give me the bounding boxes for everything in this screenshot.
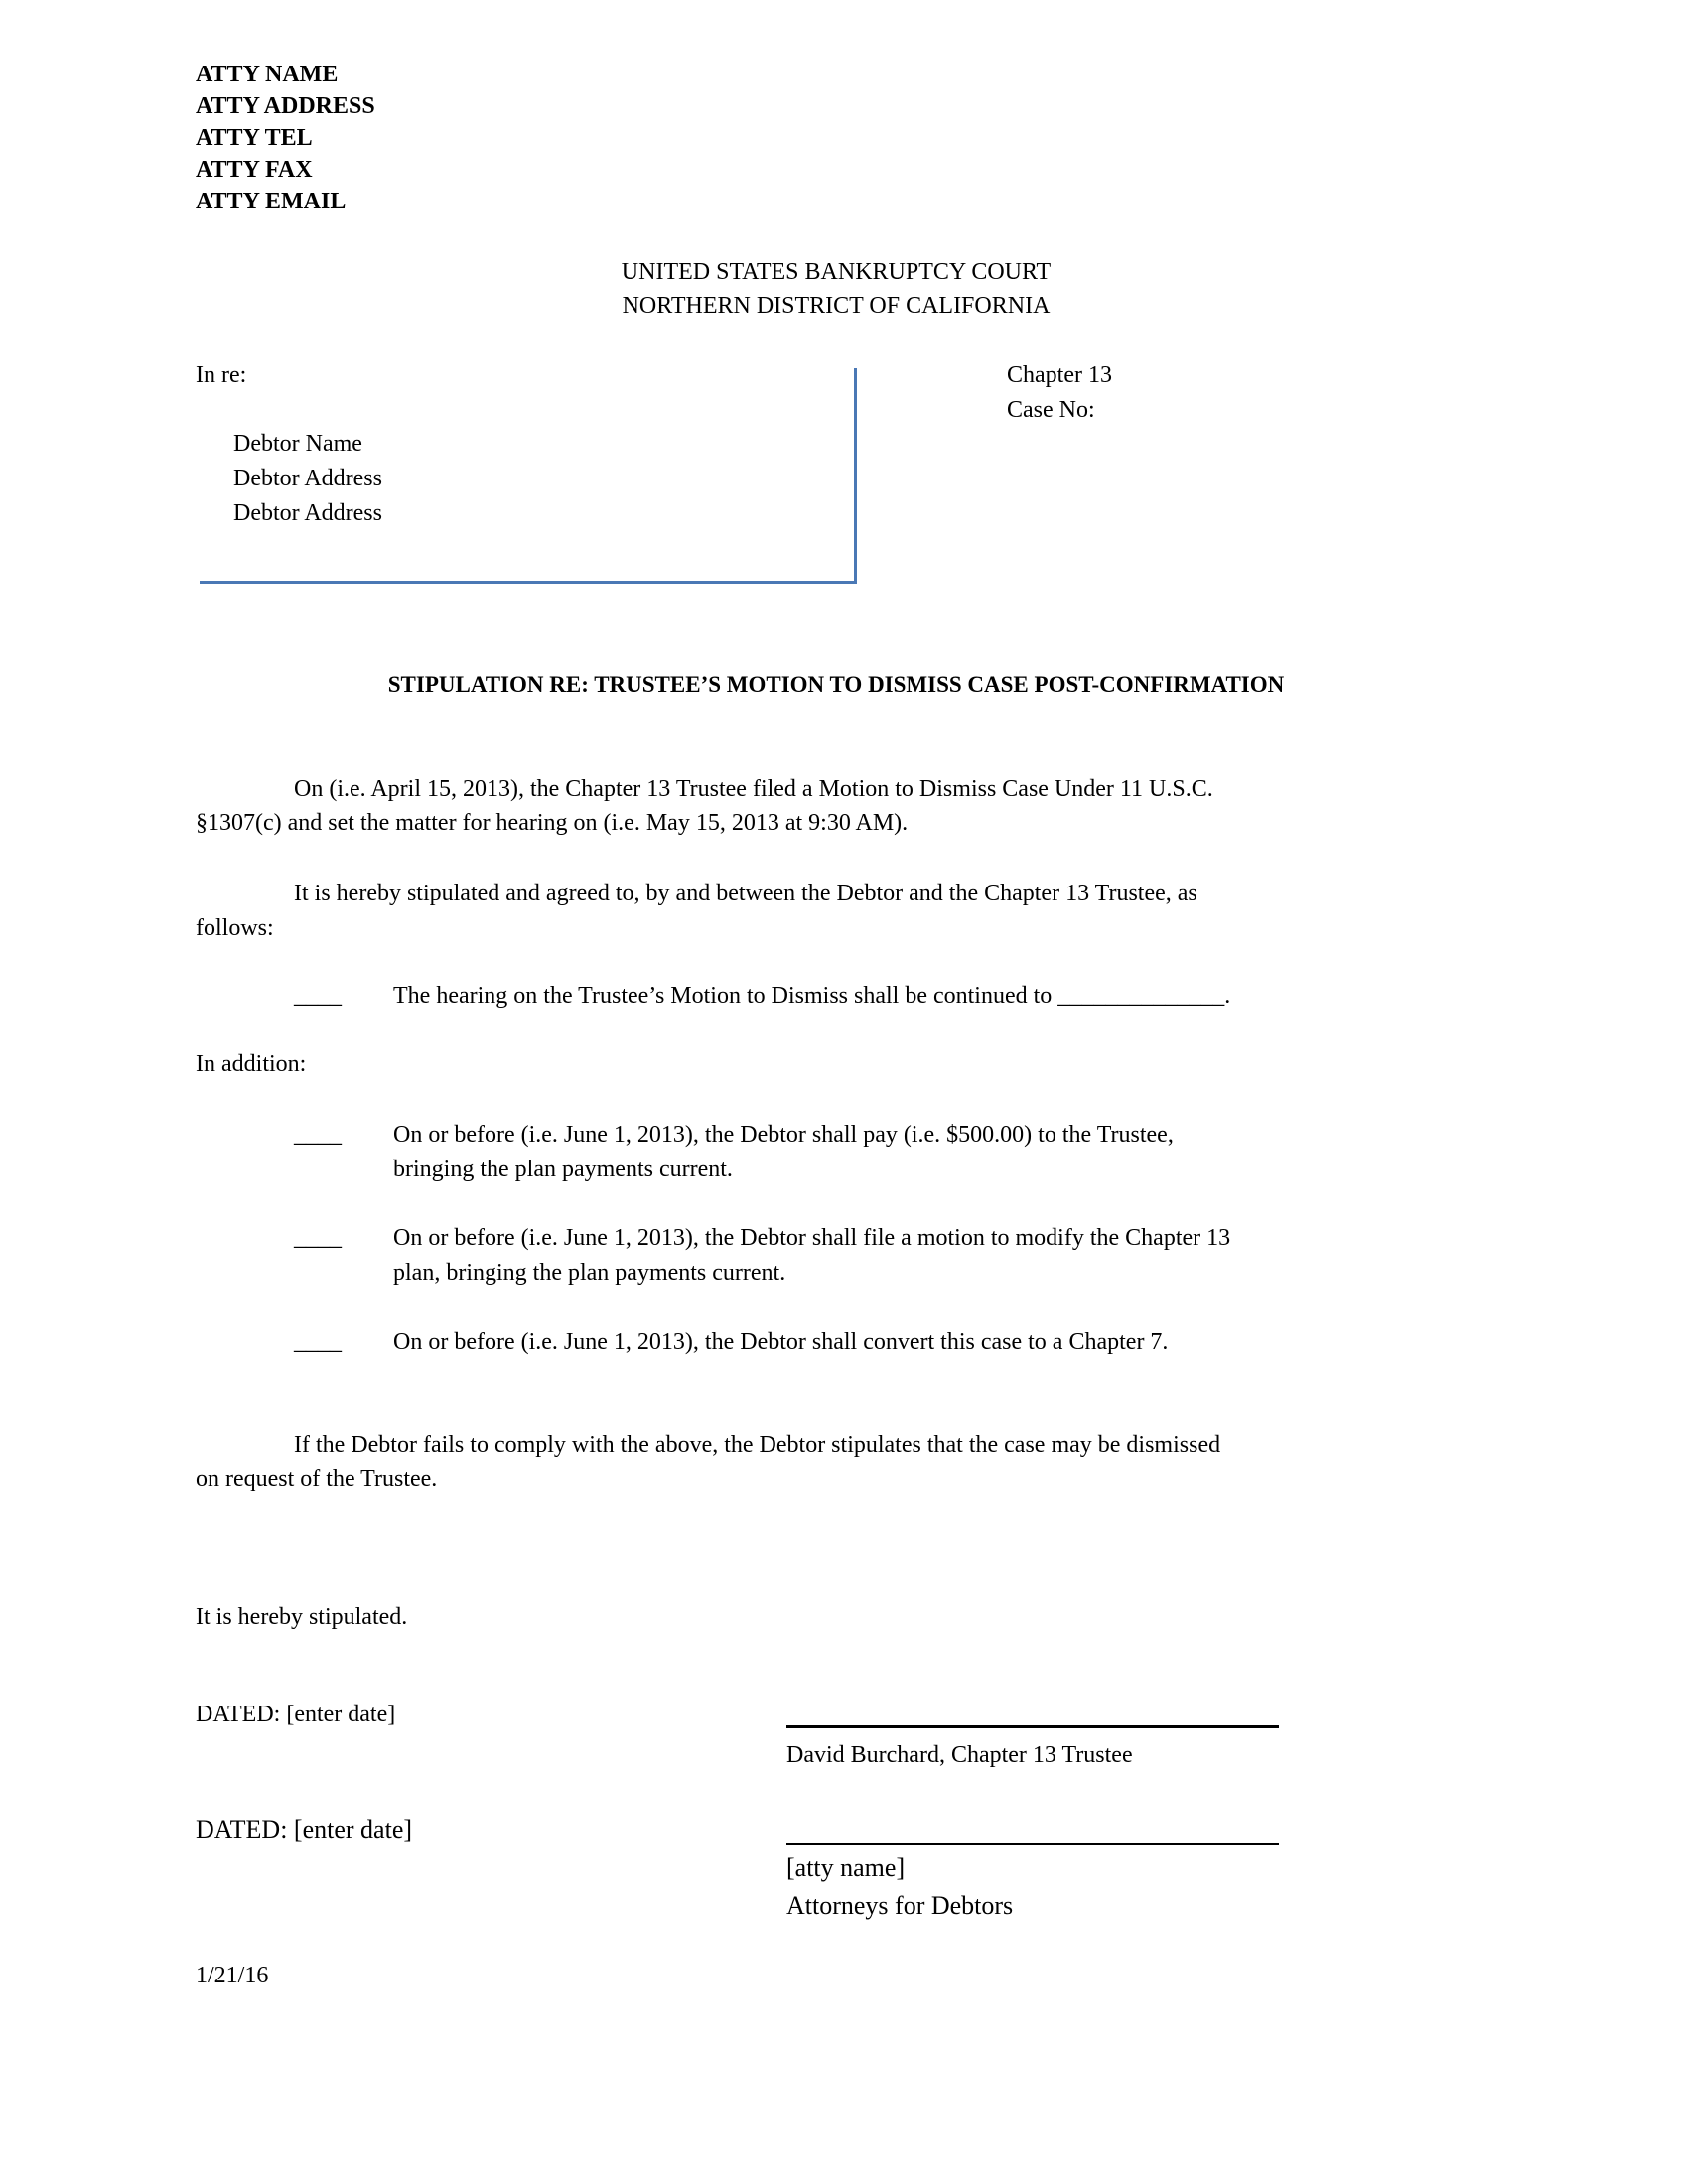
chapter-label: Chapter 13 xyxy=(1007,362,1112,388)
case-no-label: Case No: xyxy=(1007,397,1095,423)
atty-email: ATTY EMAIL xyxy=(196,189,347,214)
atty-address: ATTY ADDRESS xyxy=(196,93,375,119)
checkbox-blank[interactable]: ____ xyxy=(294,1225,342,1251)
footer-date: 1/21/16 xyxy=(196,1963,269,1988)
atty-fax: ATTY FAX xyxy=(196,157,313,183)
in-re-label: In re: xyxy=(196,362,247,388)
attorney-role: Attorneys for Debtors xyxy=(786,1891,1014,1920)
court-name: UNITED STATES BANKRUPTCY COURT xyxy=(621,259,1052,285)
paragraph-line: follows: xyxy=(196,915,274,941)
paragraph-line: §1307(c) and set the matter for hearing on (i.e. May 15, 2013 at 9:30 AM). xyxy=(196,810,909,836)
option-item: On or before (i.e. June 1, 2013), the Debtor shall pay (i.e. $500.00) to the Trustee, xyxy=(393,1122,1174,1148)
debtor-address: Debtor Address xyxy=(233,466,382,491)
signature-line[interactable] xyxy=(786,1843,1279,1845)
paragraph-line: On (i.e. April 15, 2013), the Chapter 13 Trustee filed a Motion to Dismiss Case Under 11 U.S.C. xyxy=(294,776,1213,802)
debtor-address: Debtor Address xyxy=(233,500,382,526)
paragraph-line: It is hereby stipulated and agreed to, by and between the Debtor and the Chapter 13 Trustee, as xyxy=(294,881,1197,906)
atty-name: ATTY NAME xyxy=(196,62,339,87)
caption-divider xyxy=(200,581,857,584)
signature-line[interactable] xyxy=(786,1725,1279,1728)
caption-divider xyxy=(854,368,857,584)
option-item: On or before (i.e. June 1, 2013), the Debtor shall file a motion to modify the Chapter 13 xyxy=(393,1225,1231,1251)
option-item: plan, bringing the plan payments current. xyxy=(393,1260,786,1286)
stipulated-text: It is hereby stipulated. xyxy=(196,1604,408,1630)
attorney-signatory: [atty name] xyxy=(786,1853,906,1882)
debtor-name: Debtor Name xyxy=(233,431,362,457)
paragraph-line: on request of the Trustee. xyxy=(196,1466,438,1492)
checkbox-blank[interactable]: ____ xyxy=(294,1329,342,1355)
trustee-signatory: David Burchard, Chapter 13 Trustee xyxy=(786,1742,1133,1768)
dated-field[interactable]: DATED: [enter date] xyxy=(196,1815,413,1843)
paragraph-line: If the Debtor fails to comply with the above, the Debtor stipulates that the case may be dismissed xyxy=(294,1433,1221,1458)
continue-item: The hearing on the Trustee’s Motion to Dismiss shall be continued to ______________. xyxy=(393,983,1231,1009)
checkbox-blank[interactable]: ____ xyxy=(294,1122,342,1148)
checkbox-blank[interactable]: ____ xyxy=(294,983,342,1009)
atty-tel: ATTY TEL xyxy=(196,125,313,151)
option-item: bringing the plan payments current. xyxy=(393,1157,733,1182)
dated-field[interactable]: DATED: [enter date] xyxy=(196,1702,396,1727)
document-title: STIPULATION RE: TRUSTEE’S MOTION TO DISMISS CASE POST-CONFIRMATION xyxy=(387,672,1285,697)
court-district: NORTHERN DISTRICT OF CALIFORNIA xyxy=(622,293,1051,319)
option-item: On or before (i.e. June 1, 2013), the Debtor shall convert this case to a Chapter 7. xyxy=(393,1329,1169,1355)
in-addition-label: In addition: xyxy=(196,1051,307,1077)
